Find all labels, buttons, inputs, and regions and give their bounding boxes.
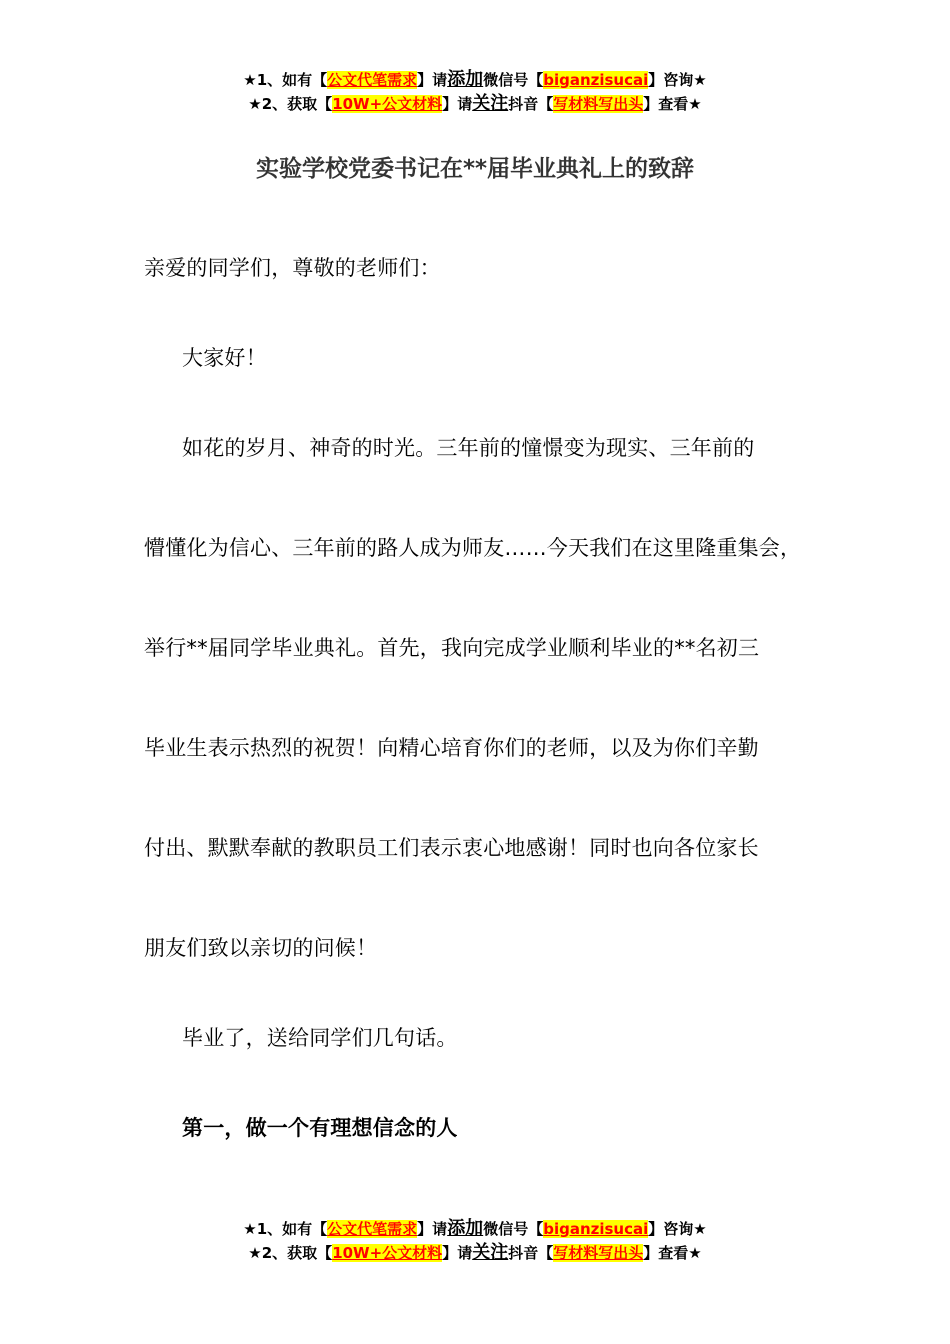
- paragraph-line: 懵懂化为信心、三年前的路人成为师友……今天我们在这里隆重集会，: [144, 536, 802, 560]
- banner-text: 抖音【: [508, 1244, 554, 1262]
- banner-highlight: 公文代笔需求: [327, 1220, 418, 1238]
- section-heading: 第一，做一个有理想信念的人: [182, 1116, 458, 1140]
- paragraph-line: 举行**届同学毕业典礼。首先，我向完成学业顺利毕业的**名初三: [144, 636, 760, 660]
- banner-text: 】请: [417, 1220, 448, 1238]
- banner-text: ★1、如有【: [243, 71, 328, 89]
- banner-text: 】查看★: [643, 95, 702, 113]
- salutation: 亲爱的同学们，尊敬的老师们：: [144, 256, 441, 280]
- top-banner: [0, 68, 950, 116]
- banner-text: 】咨询★: [648, 1220, 707, 1238]
- banner-highlight: 10W+公文材料: [332, 95, 443, 113]
- bottom-banner: [0, 1217, 950, 1265]
- banner-wechat-id: biganzisucai: [543, 1220, 649, 1238]
- banner-emphasis: 关注: [472, 1242, 509, 1263]
- banner-text: ★2、获取【: [248, 95, 333, 113]
- banner-text: ★2、获取【: [248, 1244, 333, 1262]
- paragraph-line: 朋友们致以亲切的问候！: [144, 936, 378, 960]
- banner-highlight: 公文代笔需求: [327, 71, 418, 89]
- banner-text: 】请: [442, 95, 473, 113]
- banner-line-2: [0, 92, 950, 116]
- paragraph-line: 如花的岁月、神奇的时光。三年前的憧憬变为现实、三年前的: [182, 436, 755, 460]
- banner-line-1: [0, 68, 950, 92]
- banner-text: 】请: [442, 1244, 473, 1262]
- banner-text: ★1、如有【: [243, 1220, 328, 1238]
- banner-emphasis: 添加: [447, 1218, 484, 1239]
- banner-text: 】请: [417, 71, 448, 89]
- paragraph-line: 毕业生表示热烈的祝贺！向精心培育你们的老师，以及为你们辛勤: [144, 736, 759, 760]
- banner-text: 】咨询★: [648, 71, 707, 89]
- banner-text: 微信号【: [483, 71, 544, 89]
- banner-douyin-id: 写材料写出头: [553, 1244, 644, 1262]
- greeting: 大家好！: [182, 346, 267, 370]
- banner-emphasis: 关注: [472, 93, 509, 114]
- banner-line-2: [0, 1241, 950, 1265]
- paragraph-2: 毕业了，送给同学们几句话。: [182, 1026, 458, 1050]
- banner-line-1: [0, 1217, 950, 1241]
- banner-emphasis: 添加: [447, 69, 484, 90]
- paragraph-line: 付出、默默奉献的教职员工们表示衷心地感谢！同时也向各位家长: [144, 836, 759, 860]
- banner-highlight: 10W+公文材料: [332, 1244, 443, 1262]
- banner-wechat-id: biganzisucai: [543, 71, 649, 89]
- banner-text: 微信号【: [483, 1220, 544, 1238]
- banner-text: 】查看★: [643, 1244, 702, 1262]
- banner-text: 抖音【: [508, 95, 554, 113]
- banner-douyin-id: 写材料写出头: [553, 95, 644, 113]
- document-title: 实验学校党委书记在**届毕业典礼上的致辞: [255, 156, 695, 182]
